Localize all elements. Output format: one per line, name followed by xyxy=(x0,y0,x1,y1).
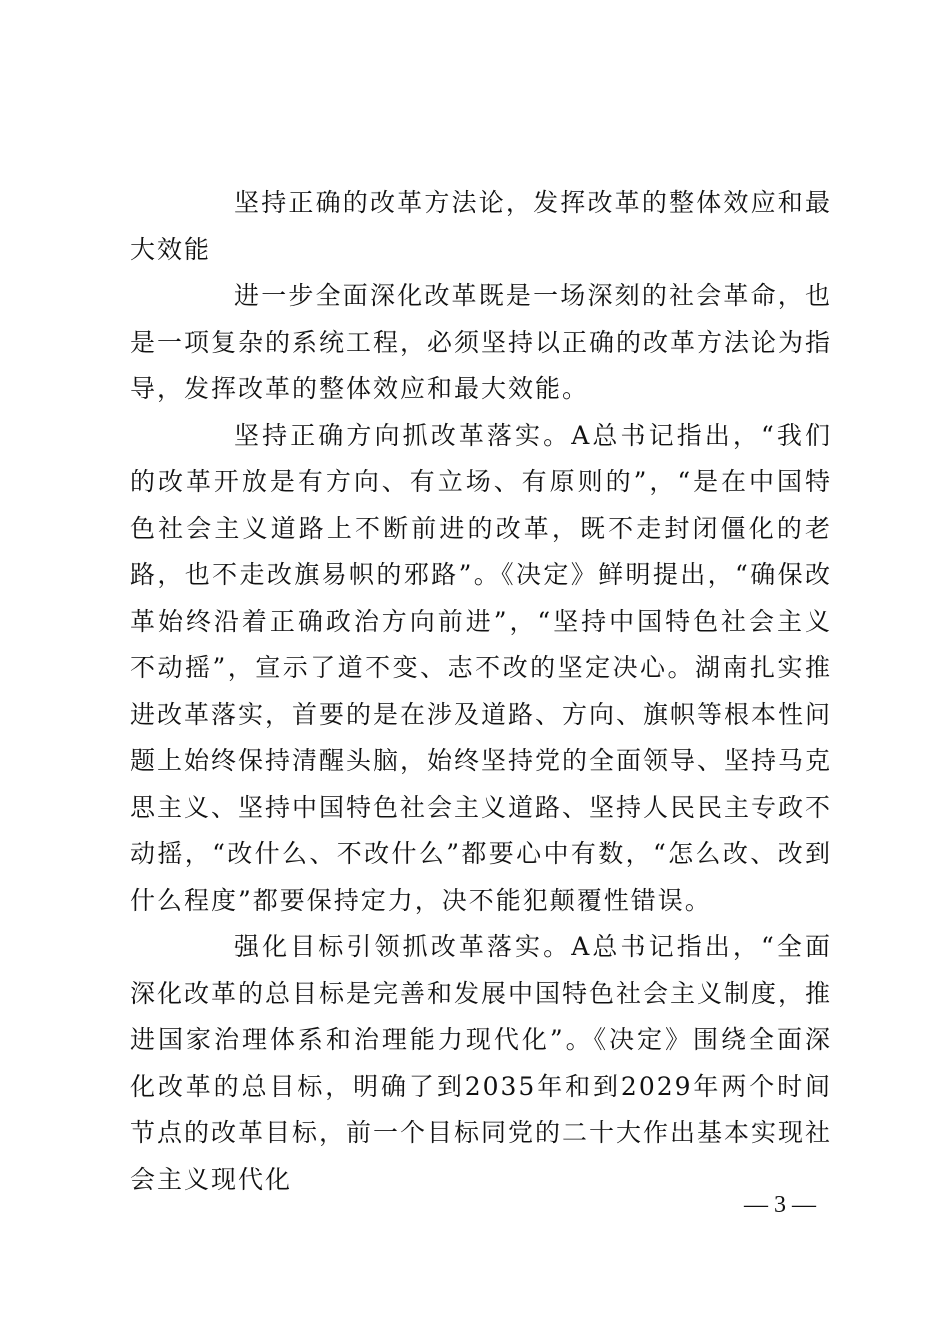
page-number: — 3 — xyxy=(744,1192,816,1218)
document-body xyxy=(130,180,832,1203)
goal-paragraph: 强化目标引领抓改革落实。A总书记指出，“全面深化改革的总目标是完善和发展中国特色社会主义制度，推进国家治理体系和治理能力现代化”。《决定》围绕全面深化改革的总目标，明确了到2035年和到2029年两个时间节点的改革目标，前一个目标同党的二十大作出基本实现社会主义现代化 xyxy=(130,932,833,1194)
section-heading: 坚持正确的改革方法论，发挥改革的整体效应和最大效能 xyxy=(130,188,832,264)
intro-paragraph: 进一步全面深化改革既是一场深刻的社会革命，也是一项复杂的系统工程，必须坚持以正确的改革方法论为指导，发挥改革的整体效应和最大效能。 xyxy=(130,281,833,403)
direction-paragraph: 坚持正确方向抓改革落实。A总书记指出，“我们的改革开放是有方向、有立场、有原则的”，“是在中国特色社会主义道路上不断前进的改革，既不走封闭僵化的老路，也不走改旗易帜的邪路”。《决定》鲜明提出，“确保改革始终沿着正确政治方向前进”，“坚持中国特色社会主义不动摇”，宣示了道不变、志不改的坚定决心。湖南扎实推进改革落实，首要的是在涉及道路、方向、旗帜等根本性问题上始终保持清醒头脑，始终坚持党的全面领导、坚持马克思主义、坚持中国特色社会主义道路、坚持人民民主专政不动摇，“改什么、不改什么”都要心中有数，“怎么改、改到什么程度”都要保持定力，决不能犯颠覆性错误。 xyxy=(130,420,833,915)
